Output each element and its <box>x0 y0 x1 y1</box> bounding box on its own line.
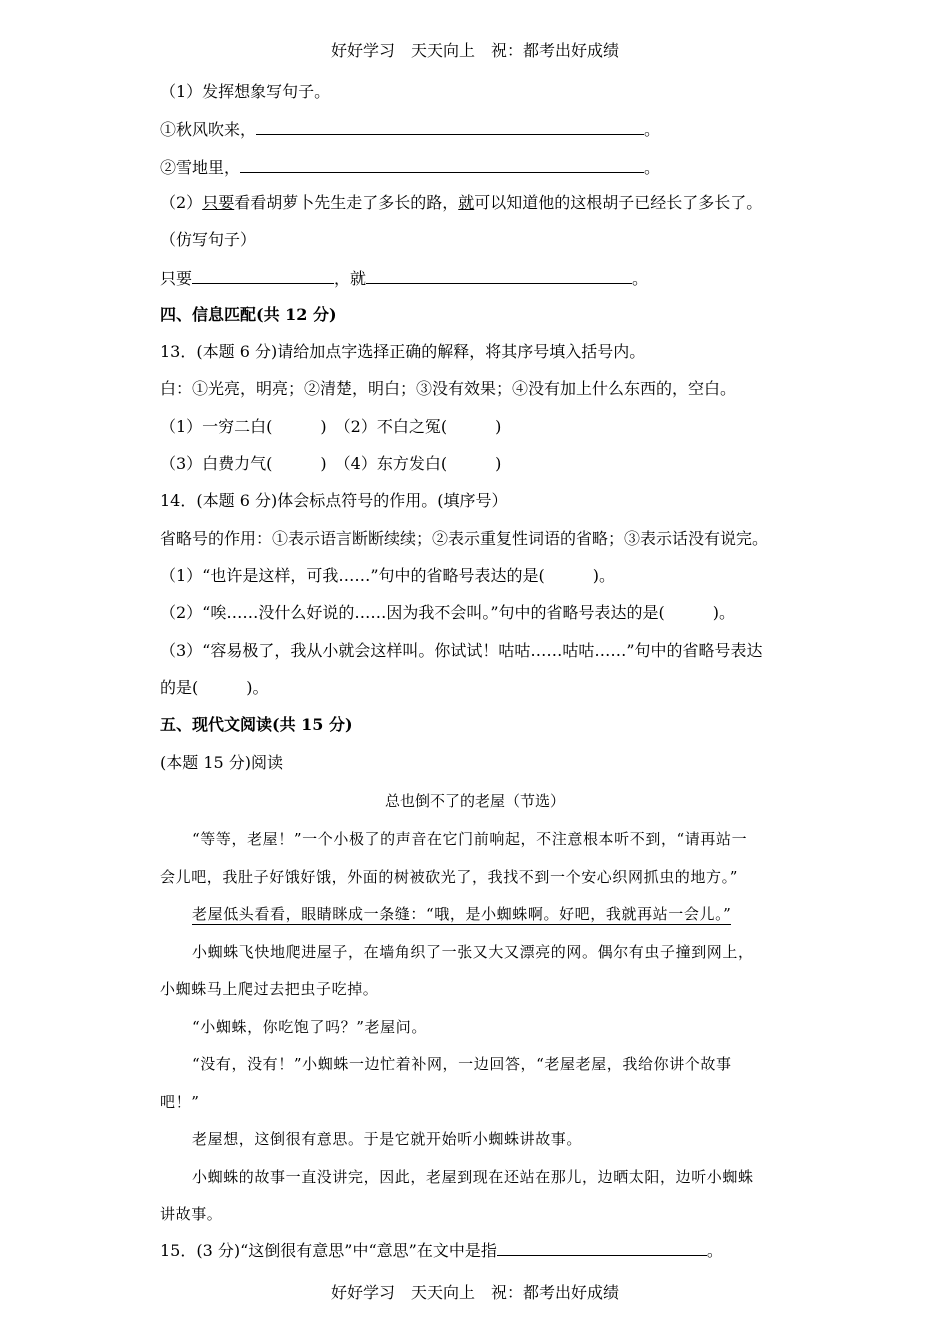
passage-paragraph: “没有，没有！”小蜘蛛一边忙着补网，一边回答，“老屋老屋，我给你讲个故事 <box>192 1055 732 1073</box>
question-13: 13．(本题 6 分)请给加点字选择正确的解释，将其序号填入括号内。 <box>160 342 646 361</box>
passage-paragraph-cont: 会儿吧，我肚子好饿好饿，外面的树被砍光了，我找不到一个安心织网抓虫的地方。” <box>160 868 738 886</box>
question-13-definitions: 白：①光亮，明亮；②清楚，明白；③没有效果；④没有加上什么东西的，空白。 <box>160 379 737 398</box>
underlined-word: 只要 <box>202 193 235 212</box>
underlined-sentence: 老屋低头看看，眼睛眯成一条缝：“哦，是小蜘蛛啊。好吧，我就再站一会儿。” <box>192 905 732 923</box>
page-header: 好好学习 天天向上 祝：都考出好成绩 <box>330 41 619 60</box>
question-13-row-1: （1）一穷二白( ) （2）不白之冤( ) <box>160 417 502 436</box>
question-14-definitions: 省略号的作用：①表示语言断断续续；②表示重复性词语的省略；③表示话没有说完。 <box>160 529 769 548</box>
reading-intro: (本题 15 分)阅读 <box>160 753 284 772</box>
question-12-1b: ②雪地里， 。 <box>160 158 661 177</box>
question-13-row-2: （3）白费力气( ) （4）东方发白( ) <box>160 454 502 473</box>
prompt-text: ②雪地里， <box>160 158 241 177</box>
answer-blank[interactable] <box>256 119 644 135</box>
passage-paragraph-underlined <box>160 903 832 924</box>
passage-paragraph: “小蜘蛛，你吃饱了吗？”老屋问。 <box>192 1018 427 1036</box>
question-15: 15．(3 分)“这倒很有意思”中“意思”在文中是指 。 <box>160 1241 723 1260</box>
section-4-title: 四、信息匹配(共 12 分) <box>160 305 337 324</box>
question-14: 14．(本题 6 分)体会标点符号的作用。(填序号） <box>160 491 508 510</box>
question-14-3-cont: 的是( )。 <box>160 678 269 697</box>
answer-blank[interactable] <box>192 268 334 284</box>
passage-paragraph-cont: 小蜘蛛马上爬过去把虫子吃掉。 <box>160 980 379 998</box>
question-12-2-fill: 只要 ，就 。 <box>160 269 649 288</box>
prompt-text: ①秋风吹来， <box>160 120 257 139</box>
answer-blank[interactable] <box>366 268 632 284</box>
section-5-title: 五、现代文阅读(共 15 分) <box>160 715 353 734</box>
passage-paragraph: 小蜘蛛的故事一直没讲完，因此，老屋到现在还站在那儿，边晒太阳，边听小蜘蛛 <box>192 1168 754 1186</box>
passage-paragraph: 小蜘蛛飞快地爬进屋子，在墙角织了一张又大又漂亮的网。偶尔有虫子撞到网上， <box>192 943 754 961</box>
passage-paragraph: 老屋想，这倒很有意思。于是它就开始听小蜘蛛讲故事。 <box>192 1130 583 1148</box>
passage-paragraph-cont: 讲故事。 <box>160 1205 223 1223</box>
passage-paragraph: “等等，老屋！”一个小极了的声音在它门前响起，不注意根本听不到，“请再站一 <box>192 830 748 848</box>
question-14-2: （2）“唉……没什么好说的……因为我不会叫。”句中的省略号表达的是( )。 <box>160 603 736 622</box>
answer-blank[interactable] <box>240 157 644 173</box>
question-14-1: （1）“也许是这样，可我……”句中的省略号表达的是( )。 <box>160 566 616 585</box>
passage-paragraph-cont: 吧！” <box>160 1093 200 1111</box>
question-12-1: （1）发挥想象写句子。 <box>160 82 331 101</box>
passage-title: 总也倒不了的老屋（节选） <box>384 792 565 810</box>
question-14-3: （3）“容易极了，我从小就会这样叫。你试试！咕咕……咕咕……”句中的省略号表达 <box>160 641 763 660</box>
question-12-2-note: （仿写句子） <box>160 230 257 249</box>
page-footer: 好好学习 天天向上 祝：都考出好成绩 <box>330 1283 619 1302</box>
underlined-word: 就 <box>458 193 475 212</box>
answer-blank[interactable] <box>497 1240 707 1256</box>
question-12-2: （2）只要看看胡萝卜先生走了多长的路，就可以知道他的这根胡子已经长了多长了。 <box>160 193 763 212</box>
question-12-1a: ①秋风吹来， 。 <box>160 120 661 139</box>
